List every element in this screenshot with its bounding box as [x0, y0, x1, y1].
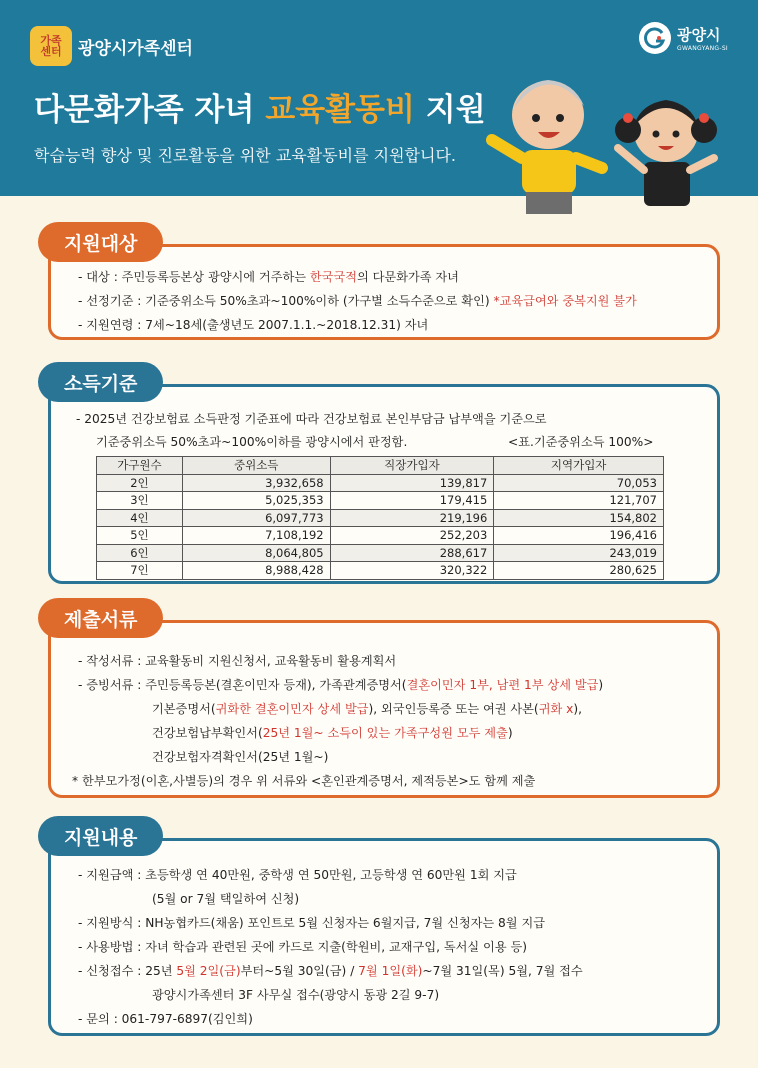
cell: 121,707	[494, 492, 664, 510]
table-row	[97, 492, 664, 510]
documents-line-1: - 작성서류 : 교육활동비 지원신청서, 교육활동비 활용계획서	[78, 654, 397, 668]
doc-l4-pre: 건강보험납부확인서(	[152, 726, 263, 740]
documents-line-4	[152, 724, 513, 741]
cell: 196,416	[494, 527, 664, 545]
cell: 70,053	[494, 474, 664, 492]
center-logo	[30, 26, 193, 66]
col-household: 가구원수	[97, 457, 183, 475]
cell: 5,025,353	[182, 492, 330, 510]
target-line-1	[78, 268, 459, 285]
doc-l3-pre: 기본증명서(	[152, 702, 216, 716]
title-pre: 다문화가족 자녀	[34, 92, 266, 128]
cell: 3인	[97, 492, 183, 510]
cell: 243,019	[494, 544, 664, 562]
support-line-4: - 사용방법 : 자녀 학습과 관련된 곳에 카드로 지출(학원비, 교재구입, 독서실 이용 등)	[78, 940, 527, 954]
target-l2-pre: - 선정기준 : 기준중위소득 50%초과~100%이하 (가구별 소득수준으로 확인)	[78, 294, 494, 308]
city-name: 광양시	[677, 26, 721, 44]
col-median: 중위소득	[182, 457, 330, 475]
income-tab: 소득기준	[38, 362, 163, 402]
income-table-caption: <표.기준중위소득 100%>	[508, 435, 654, 449]
cell: 280,625	[494, 562, 664, 580]
documents-line-6: * 한부모가정(이혼,사별등)의 경우 위 서류와 <혼인관계증명서, 제적등본>도 함께 제출	[72, 774, 536, 788]
table-row	[97, 544, 664, 562]
target-tab: 지원대상	[38, 222, 163, 262]
cell: 6,097,773	[182, 509, 330, 527]
cell: 3,932,658	[182, 474, 330, 492]
doc-l2-post: )	[598, 678, 604, 692]
income-line-2: 기준중위소득 50%초과~100%이하를 광양시에서 판정함.	[96, 435, 408, 449]
sup-l5-pre: - 신청접수 : 25년	[78, 964, 177, 978]
sup-l5-mid: 부터~5월 30일(금) /	[240, 964, 359, 978]
sup-l5-red1: 5월 2일(금)	[176, 964, 241, 978]
doc-l4-red: 25년 1월~ 소득이 있는 가족구성원 모두 제출	[262, 726, 508, 740]
page-subtitle: 학습능력 향상 및 진로활동을 위한 교육활동비를 지원합니다.	[34, 146, 457, 165]
target-line-3: - 지원연령 : 7세~18세(출생년도 2007.1.1.~2018.12.31) 자녀	[78, 318, 429, 332]
income-line-1: - 2025년 건강보험료 소득판정 기준표에 따라 건강보험료 본인부담금 납부액을 기준으로	[76, 412, 547, 426]
documents-line-5: 건강보험자격확인서(25년 1월~)	[152, 750, 329, 764]
income-table	[96, 456, 664, 580]
documents-line-3	[152, 700, 582, 717]
table-header-row	[97, 457, 664, 475]
doc-l3-mid: ), 외국인등록증 또는 여권 사본(	[368, 702, 539, 716]
table-row	[97, 509, 664, 527]
support-line-6: 광양시가족센터 3F 사무실 접수(광양시 동광 2길 9-7)	[152, 988, 440, 1002]
cell: 288,617	[330, 544, 494, 562]
title-highlight: 교육활동비	[265, 92, 415, 128]
table-row	[97, 474, 664, 492]
title-post: 지원	[414, 92, 486, 128]
cell: 7인	[97, 562, 183, 580]
support-line-2: (5월 or 7월 택일하여 신청)	[152, 892, 300, 906]
family-center-logo-icon: 가족 센터	[30, 26, 72, 66]
documents-line-2	[78, 676, 603, 693]
doc-l3-red2: 귀화 x	[538, 702, 574, 716]
target-l2-red: *교육급여와 중복지원 불가	[493, 294, 637, 308]
doc-l4-post: )	[507, 726, 513, 740]
cell: 154,802	[494, 509, 664, 527]
support-line-5	[78, 962, 583, 979]
page-title	[34, 84, 486, 129]
cell: 179,415	[330, 492, 494, 510]
support-tab: 지원내용	[38, 816, 163, 856]
target-l1-red: 한국국적	[309, 270, 357, 284]
cell: 4인	[97, 509, 183, 527]
cell: 219,196	[330, 509, 494, 527]
doc-l2-pre: - 증빙서류 : 주민등록등본(결혼이민자 등재), 가족관계증명서(	[78, 678, 407, 692]
cell: 320,322	[330, 562, 494, 580]
city-name-en: GWANGYANG-SI	[677, 45, 728, 52]
table-row	[97, 562, 664, 580]
cell: 2인	[97, 474, 183, 492]
col-regional: 지역가입자	[494, 457, 664, 475]
support-line-1: - 지원금액 : 초등학생 연 40만원, 중학생 연 50만원, 고등학생 연 60만원 1회 지급	[78, 868, 517, 882]
cell: 5인	[97, 527, 183, 545]
target-l1-post: 의 다문화가족 자녀	[357, 270, 459, 284]
doc-l3-post: ),	[573, 702, 582, 716]
doc-l3-red: 귀화한 결혼이민자 상세 발급	[215, 702, 369, 716]
sup-l5-red2: 7월 1일(화)	[358, 964, 423, 978]
sup-l5-post: ~7월 31일(목) 5월, 7월 접수	[422, 964, 583, 978]
doc-l2-red: 결혼이민자 1부, 남편 1부 상세 발급	[406, 678, 599, 692]
support-line-3: - 지원방식 : NH농협카드(채움) 포인트로 5월 신청자는 6월지급, 7월 신청자는 8월 지급	[78, 916, 545, 930]
cell: 7,108,192	[182, 527, 330, 545]
col-employee: 직장가입자	[330, 457, 494, 475]
cell: 6인	[97, 544, 183, 562]
cell: 252,203	[330, 527, 494, 545]
target-l1-pre: - 대상 : 주민등록등본상 광양시에 거주하는	[78, 270, 310, 284]
cell: 139,817	[330, 474, 494, 492]
target-line-2	[78, 292, 637, 309]
support-line-7: - 문의 : 061-797-6897(김인희)	[78, 1012, 253, 1026]
documents-tab: 제출서류	[38, 598, 163, 638]
center-name: 광양시가족센터	[78, 38, 193, 59]
table-row	[97, 527, 664, 545]
cell: 8,988,428	[182, 562, 330, 580]
cell: 8,064,805	[182, 544, 330, 562]
children-illustration-icon	[478, 40, 738, 230]
